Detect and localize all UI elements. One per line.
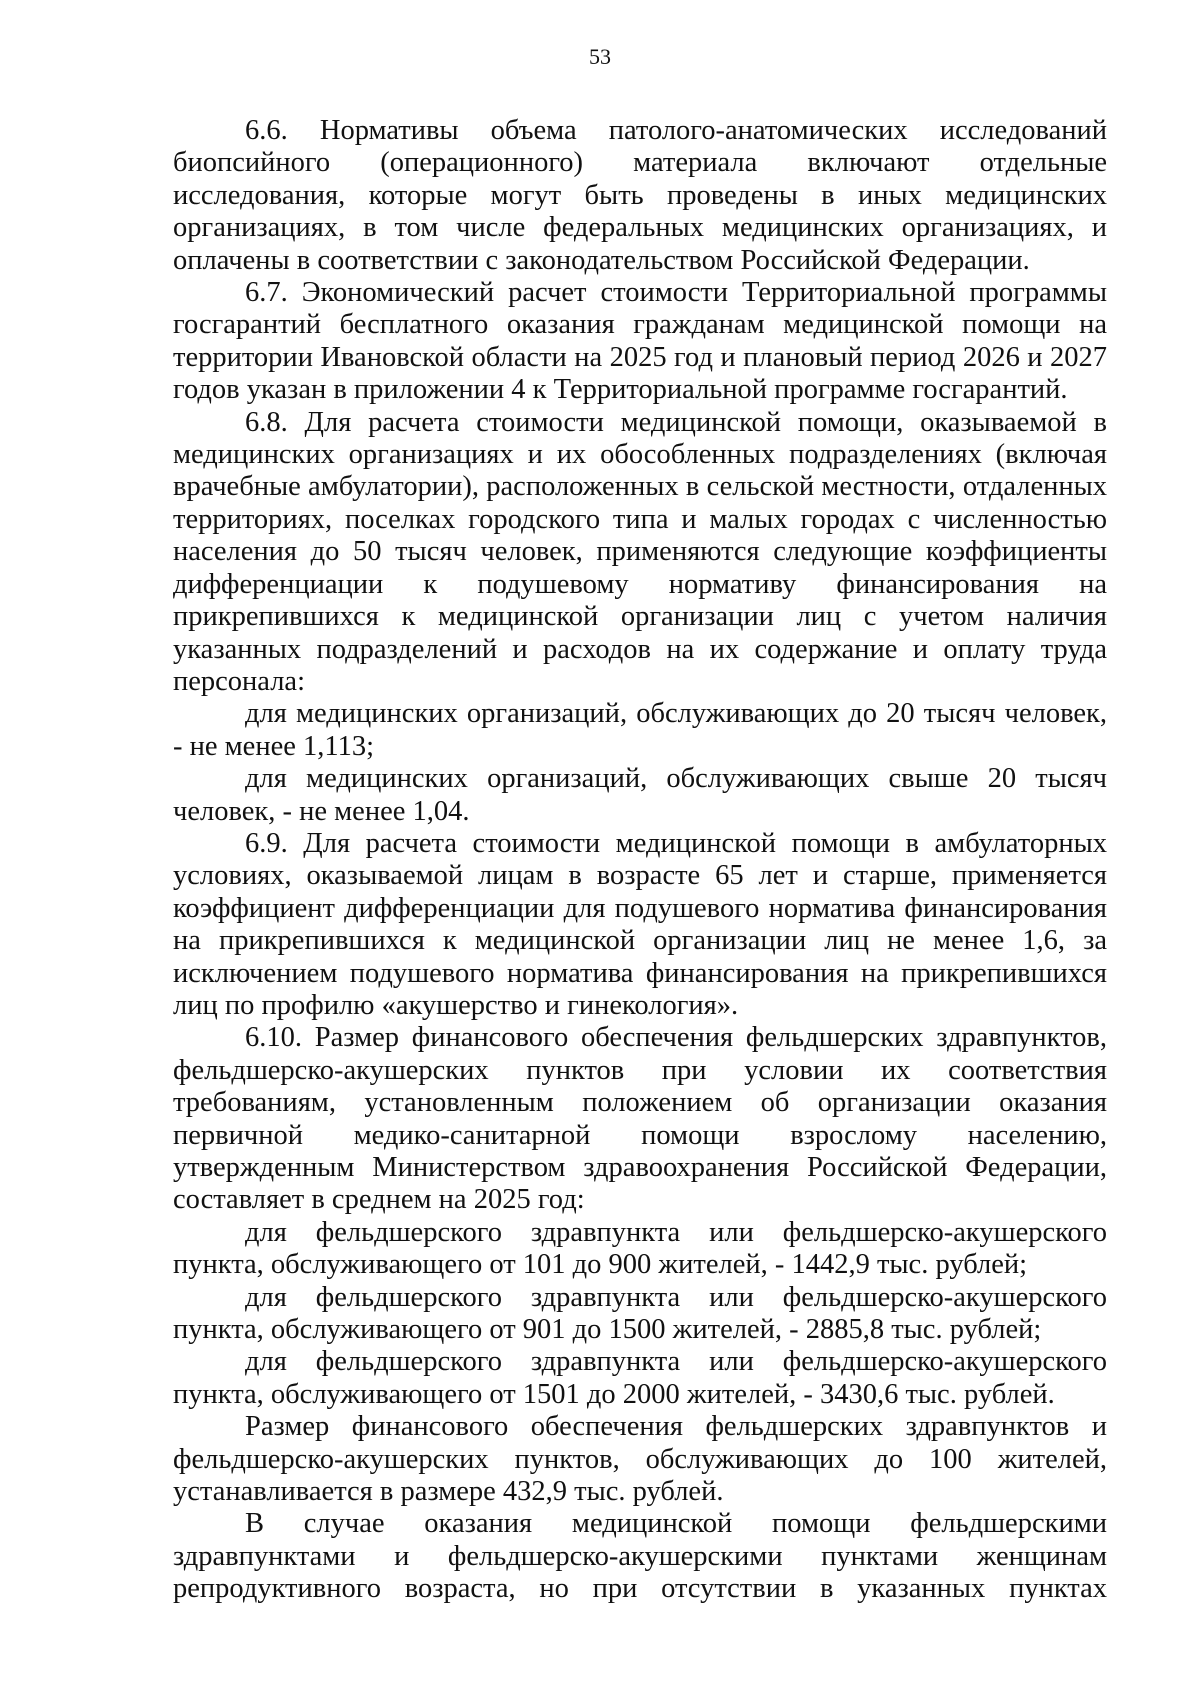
paragraph-6-8: 6.8. Для расчета стоимости медицинской помощи, оказываемой в медицинских организациях и их обособленных подразделениях (включая врачебные амбулатории), расположенных в сельской местности, отдаленных территориях, поселках городского типа и малых городах с численностью населения до 50 тысяч человек, применяются следующие коэффициенты дифференциации к подушевому нормативу финансирования на прикрепившихся к медицинской организации лиц с учетом наличия указанных подразделений и расходов на их содержание и оплату труда персонала: — [173, 406, 1107, 697]
page-number: 53 — [589, 44, 611, 69]
paragraph-6-10-item-2: для фельдшерского здравпункта или фельдшерско-акушерского пункта, обслуживающего от 901 до 1500 жителей, - 2885,8 тыс. рублей; — [173, 1281, 1107, 1346]
paragraph-small-units: Размер финансового обеспечения фельдшерских здравпунктов и фельдшерско-акушерских пунктов, обслуживающих до 100 жителей, устанавливается в размере 432,9 тыс. рублей. — [173, 1411, 1107, 1508]
paragraph-6-10-item-3: для фельдшерского здравпункта или фельдшерско-акушерского пункта, обслуживающего от 1501 до 2000 жителей, - 3430,6 тыс. рублей. — [173, 1346, 1107, 1410]
paragraph-6-8-item-2: для медицинских организаций, обслуживающих свыше 20 тысяч человек, - не менее 1,04. — [173, 763, 1107, 827]
paragraph-6-9: 6.9. Для расчета стоимости медицинской помощи в амбулаторных условиях, оказываемой лицам в возрасте 65 лет и старше, применяется коэффициент дифференциации для подушевого норматива финансирования на прикрепившихся к медицинской организации лиц не менее 1,6, за исключением подушевого норматива финансирования на прикрепившихся лиц по профилю «акушерство и гинекология». — [173, 827, 1107, 1021]
paragraph-6-6: 6.6. Нормативы объема патолого-анатомических исследований биопсийного (операционного) материала включают отдельные исследования, которые могут быть проведены в иных медицинских организациях, в том числе федеральных медицинских организациях, и оплачены в соответствии с законодательством Российской Федерации. — [173, 115, 1107, 276]
paragraph-6-10: 6.10. Размер финансового обеспечения фельдшерских здравпунктов, фельдшерско-акушерских пунктов при условии их соответствия требованиям, установленным положением об организации оказания первичной медико-санитарной помощи взрослому населению, утвержденным Министерством здравоохранения Российской Федерации, составляет в среднем на 2025 год: — [173, 1022, 1107, 1216]
paragraph-6-7: 6.7. Экономический расчет стоимости Территориальной программы госгарантий бесплатного оказания гражданам медицинской помощи на территории Ивановской области на 2025 год и плановый период 2026 и 2027 годов указан в приложении 4 к Территориальной программе госгарантий. — [173, 277, 1107, 406]
document-body — [173, 115, 1107, 1606]
paragraph-6-10-item-1: для фельдшерского здравпункта или фельдшерско-акушерского пункта, обслуживающего от 101 до 900 жителей, - 1442,9 тыс. рублей; — [173, 1216, 1107, 1281]
paragraph-6-8-item-1: для медицинских организаций, обслуживающих до 20 тысяч человек, - не менее 1,113; — [173, 698, 1107, 762]
paragraph-reproductive-age: В случае оказания медицинской помощи фельдшерскими здравпунктами и фельдшерско-акушерскими пунктами женщинам репродуктивного возраста, но при отсутствии в указанных пунктах — [173, 1508, 1107, 1605]
